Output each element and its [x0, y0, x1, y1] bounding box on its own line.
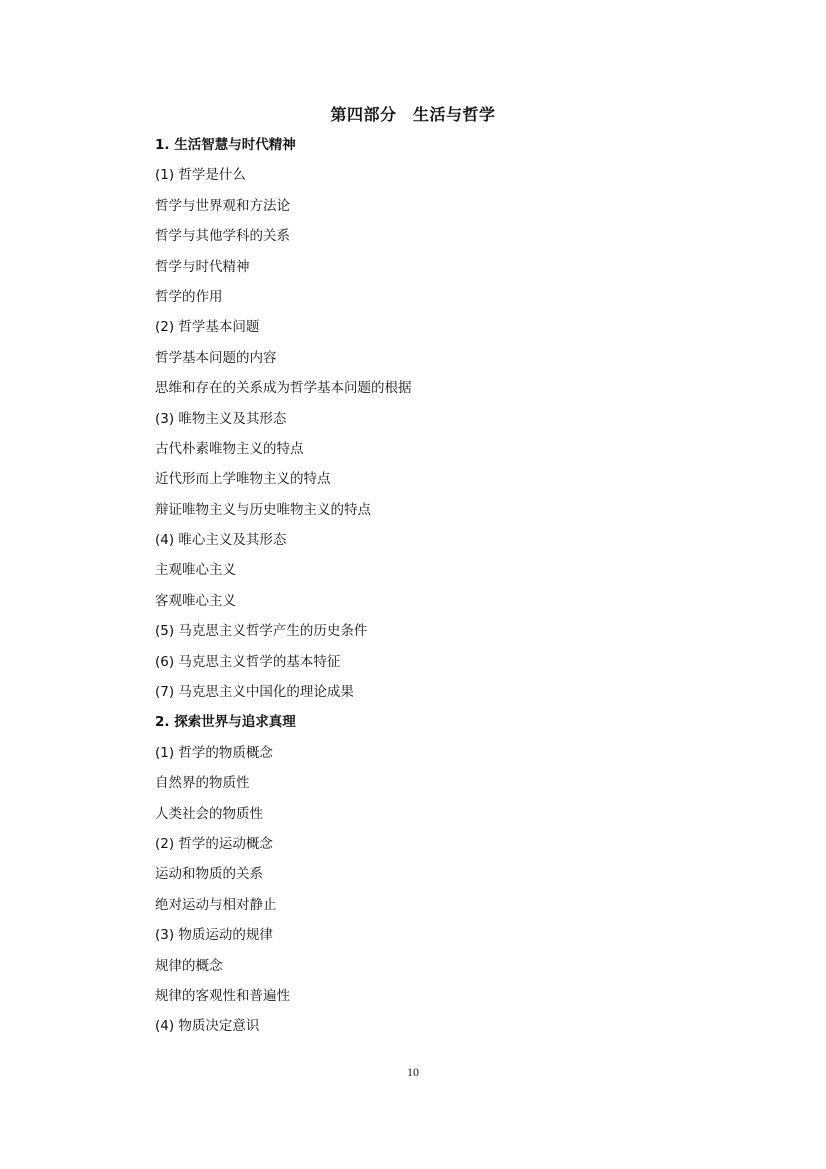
outline-item: 绝对运动与相对静止 — [155, 896, 277, 913]
outline-item: 哲学与世界观和方法论 — [155, 197, 290, 214]
outline-item: 人类社会的物质性 — [155, 805, 263, 822]
outline-item: 运动和物质的关系 — [155, 866, 263, 883]
subsection-heading: (2) 哲学的运动概念 — [155, 835, 273, 852]
outline-item: 主观唯心主义 — [155, 562, 236, 579]
subsection-heading: (7) 马克思主义中国化的理论成果 — [155, 684, 354, 701]
subsection-heading: (1) 哲学的物质概念 — [155, 744, 273, 761]
outline-item: 古代朴素唯物主义的特点 — [155, 440, 304, 457]
subsection-heading: (4) 物质决定意识 — [155, 1018, 260, 1035]
section-heading: 1. 生活智慧与时代精神 — [155, 137, 296, 153]
page-number: 10 — [407, 1065, 419, 1079]
outline-item: 近代形而上学唯物主义的特点 — [155, 471, 331, 488]
outline-item: 哲学与其他学科的关系 — [155, 228, 290, 245]
outline-item: 思维和存在的关系成为哲学基本问题的根据 — [155, 380, 412, 397]
outline-item: 客观唯心主义 — [155, 592, 236, 609]
outline-list — [155, 134, 675, 1046]
subsection-heading: (4) 唯心主义及其形态 — [155, 532, 287, 549]
subsection-heading: (6) 马克思主义哲学的基本特征 — [155, 653, 341, 670]
outline-item: 规律的客观性和普遍性 — [155, 987, 290, 1004]
outline-item: 哲学的作用 — [155, 288, 223, 305]
outline-item: 哲学与时代精神 — [155, 258, 250, 275]
subsection-heading: (2) 哲学基本问题 — [155, 319, 260, 336]
subsection-heading: (1) 哲学是什么 — [155, 167, 246, 184]
outline-item: 辩证唯物主义与历史唯物主义的特点 — [155, 501, 371, 518]
outline-item: 自然界的物质性 — [155, 775, 250, 792]
page-title: 第四部分 生活与哲学 — [330, 105, 496, 124]
subsection-heading: (3) 物质运动的规律 — [155, 927, 273, 944]
section-heading: 2. 探索世界与追求真理 — [155, 714, 296, 731]
outline-item: 哲学基本问题的内容 — [155, 349, 277, 366]
subsection-heading: (5) 马克思主义哲学产生的历史条件 — [155, 623, 368, 640]
subsection-heading: (3) 唯物主义及其形态 — [155, 410, 287, 427]
outline-item: 规律的概念 — [155, 957, 223, 974]
